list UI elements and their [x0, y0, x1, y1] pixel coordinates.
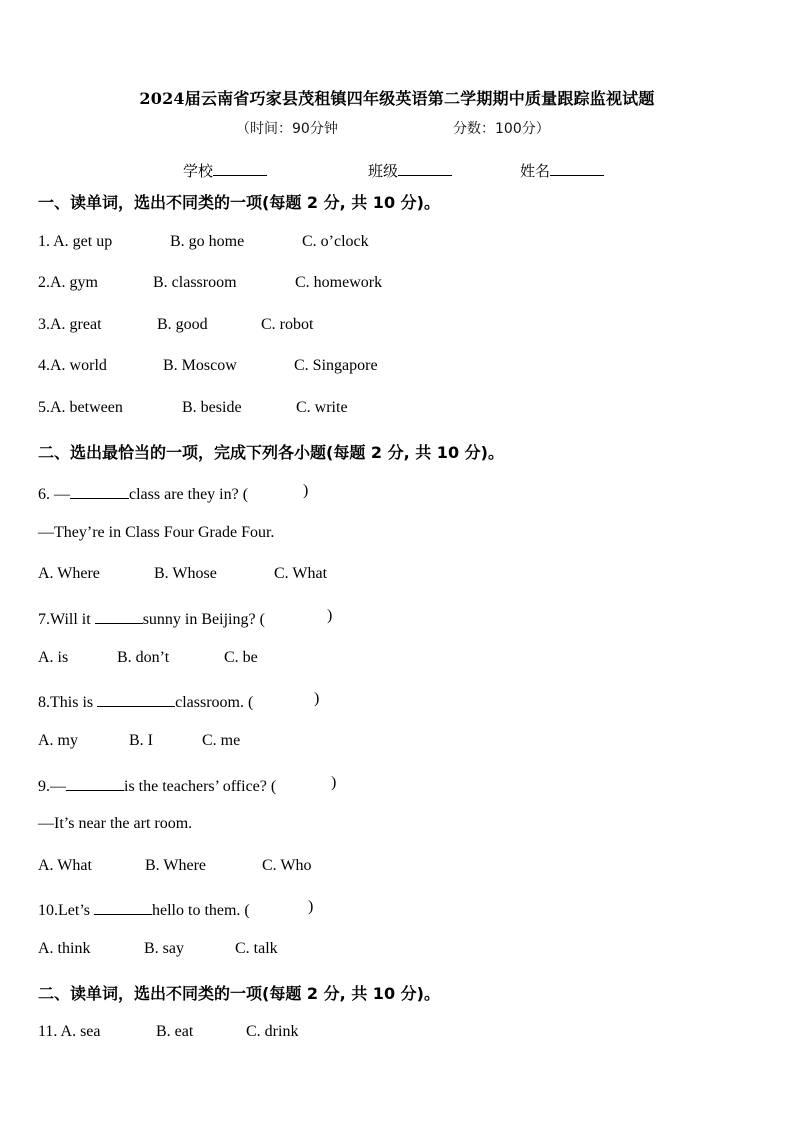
- question-6-answer-close: ): [303, 482, 309, 499]
- question-9-answer-close: ): [331, 774, 337, 791]
- question-10-prefix: 10.Let’s: [38, 902, 90, 919]
- question-8-answer-close: ): [314, 690, 320, 707]
- question-11-option-a: 11. A. sea: [38, 1023, 101, 1040]
- question-10-option-c: C. talk: [235, 940, 278, 957]
- question-9-stem: [38, 774, 337, 796]
- section-heading-2: 二、选出最恰当的一项，完成下列各小题(每题 2 分, 共 10 分)。: [38, 443, 504, 462]
- question-10-text: hello to them. (: [152, 902, 250, 919]
- question-11: [38, 1023, 299, 1041]
- question-10-option-b: B. say: [144, 940, 184, 957]
- question-3-option-b: B. good: [157, 316, 208, 333]
- question-6-option-c: C. What: [274, 565, 328, 582]
- question-7-blank[interactable]: [95, 607, 143, 624]
- question-8-blank[interactable]: [97, 690, 175, 707]
- class-field[interactable]: [368, 160, 452, 181]
- question-10-options: [38, 940, 278, 958]
- page-title: 2024届云南省巧家县茂租镇四年级英语第二学期期中质量跟踪监视试题: [139, 89, 655, 108]
- question-7-option-a: A. is: [38, 649, 69, 666]
- question-8-prefix: 8.This is: [38, 694, 94, 711]
- question-6-prefix: 6. —: [38, 486, 70, 503]
- question-4-option-a: 4.A. world: [38, 357, 107, 374]
- question-9-reply: —It’s near the art room.: [38, 815, 193, 832]
- question-11-option-b: B. eat: [156, 1023, 194, 1040]
- question-7-option-b: B. don’t: [117, 649, 170, 666]
- name-blank[interactable]: [550, 161, 604, 176]
- question-7-prefix: 7.Will it: [38, 611, 91, 628]
- question-9-option-c: C. Who: [262, 857, 312, 874]
- question-8-option-c: C. me: [202, 732, 241, 749]
- question-7-option-c: C. be: [224, 649, 258, 666]
- question-8-option-b: B. I: [129, 732, 153, 749]
- name-field[interactable]: [520, 160, 604, 181]
- question-4-option-b: B. Moscow: [163, 357, 237, 374]
- question-1-option-c: C. o’clock: [302, 233, 369, 250]
- question-6-stem: [38, 482, 309, 504]
- time-limit: （时间：90分钟: [236, 121, 338, 137]
- question-6-reply: —They’re in Class Four Grade Four.: [38, 524, 275, 541]
- question-10-blank[interactable]: [94, 898, 152, 915]
- question-3-option-a: 3.A. great: [38, 316, 102, 333]
- question-6-text: class are they in? (: [129, 486, 249, 503]
- question-6-option-a: A. Where: [38, 565, 100, 582]
- section-heading-1: 一、读单词，选出不同类的一项(每题 2 分, 共 10 分)。: [38, 193, 440, 212]
- question-9-options: [38, 857, 312, 875]
- question-9-blank[interactable]: [66, 774, 124, 791]
- question-1: [38, 233, 369, 251]
- class-label: 班级: [368, 162, 399, 180]
- question-2: [38, 274, 383, 292]
- question-4-option-c: C. Singapore: [294, 357, 378, 374]
- question-2-option-c: C. homework: [295, 274, 383, 291]
- question-2-option-b: B. classroom: [153, 274, 237, 291]
- question-9-option-a: A. What: [38, 857, 92, 874]
- question-1-option-b: B. go home: [170, 233, 245, 250]
- question-2-option-a: 2.A. gym: [38, 274, 98, 291]
- school-blank[interactable]: [213, 161, 267, 176]
- question-8-text: classroom. (: [175, 694, 254, 711]
- exam-meta: [236, 118, 550, 138]
- question-5: [38, 399, 348, 417]
- class-blank[interactable]: [398, 161, 452, 176]
- question-4: [38, 357, 378, 375]
- section-heading-3: 二、读单词，选出不同类的一项(每题 2 分, 共 10 分)。: [38, 984, 440, 1003]
- question-7-text: sunny in Beijing? (: [142, 611, 265, 628]
- school-field[interactable]: [183, 160, 267, 181]
- question-8-stem: [38, 690, 320, 712]
- question-9-text: is the teachers’ office? (: [124, 778, 277, 795]
- question-1-option-a: 1. A. get up: [38, 233, 113, 250]
- question-6-option-b: B. Whose: [154, 565, 217, 582]
- school-label: 学校: [183, 162, 214, 180]
- question-3-option-c: C. robot: [261, 316, 314, 333]
- question-11-option-c: C. drink: [246, 1023, 299, 1040]
- question-8-option-a: A. my: [38, 732, 78, 749]
- question-3: [38, 316, 314, 334]
- question-5-option-a: 5.A. between: [38, 399, 123, 416]
- question-7-options: [38, 649, 258, 667]
- question-10-stem: [38, 898, 314, 920]
- question-10-option-a: A. think: [38, 940, 91, 957]
- question-9-option-b: B. Where: [145, 857, 207, 874]
- question-9-prefix: 9.—: [38, 778, 66, 795]
- question-6-options: [38, 565, 328, 583]
- question-8-options: [38, 732, 241, 750]
- name-label: 姓名: [520, 162, 551, 180]
- total-score: 分数：100分）: [453, 121, 550, 137]
- question-5-option-c: C. write: [296, 399, 348, 416]
- question-10-answer-close: ): [308, 898, 314, 915]
- question-5-option-b: B. beside: [182, 399, 242, 416]
- question-7-stem: [38, 607, 333, 629]
- question-6-blank[interactable]: [70, 482, 129, 499]
- question-7-answer-close: ): [327, 607, 333, 624]
